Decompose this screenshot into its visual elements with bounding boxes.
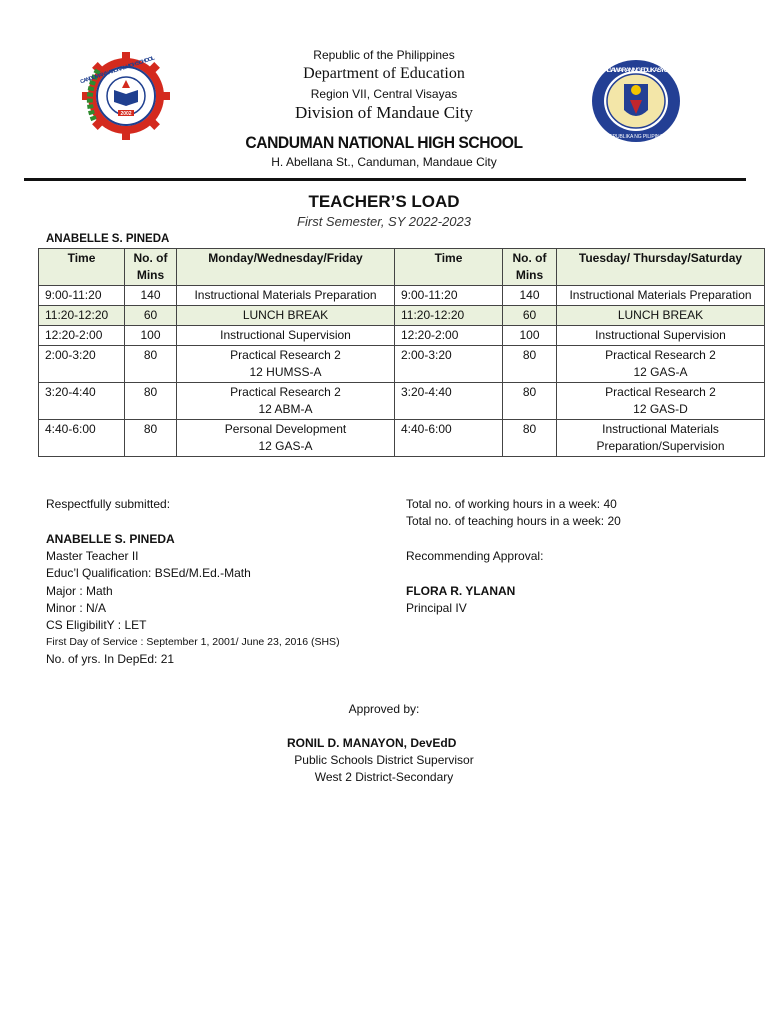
cell-time: 4:40-6:00 bbox=[39, 420, 125, 457]
submitted-label: Respectfully submitted: bbox=[46, 497, 171, 511]
teaching-hours: Total no. of teaching hours in a week: 20 bbox=[406, 514, 621, 528]
cell-mins: 100 bbox=[125, 326, 177, 346]
cell-mins-2: 80 bbox=[503, 420, 557, 457]
header-divider bbox=[24, 178, 746, 181]
school-name: CANDUMAN NATIONAL HIGH SCHOOL bbox=[245, 133, 523, 152]
cell-mwf-activity: LUNCH BREAK bbox=[177, 306, 395, 326]
submitter-position: Master Teacher II bbox=[46, 549, 139, 563]
eligibility: CS EligibilitY : LET bbox=[46, 618, 147, 632]
cell-tts-activity: Practical Research 2 12 GAS-D bbox=[557, 383, 765, 420]
cell-mwf-activity: Practical Research 2 12 HUMSS-A bbox=[177, 346, 395, 383]
working-hours: Total no. of working hours in a week: 40 bbox=[406, 497, 617, 511]
republic-line: Republic of the Philippines bbox=[313, 48, 455, 62]
document-subtitle: First Semester, SY 2022-2023 bbox=[297, 214, 471, 229]
major: Major : Math bbox=[46, 584, 113, 598]
cell-mins-2: 60 bbox=[503, 306, 557, 326]
cell-mins-2: 80 bbox=[503, 383, 557, 420]
table-row bbox=[39, 346, 765, 383]
cell-mins: 80 bbox=[125, 383, 177, 420]
cell-tts-activity: Instructional Materials Preparation bbox=[557, 286, 765, 306]
cell-mins: 80 bbox=[125, 420, 177, 457]
table-row bbox=[39, 420, 765, 457]
cell-mins-2: 140 bbox=[503, 286, 557, 306]
document-title: TEACHER’S LOAD bbox=[308, 192, 460, 211]
col-header-tts: Tuesday/ Thursday/Saturday bbox=[557, 249, 765, 286]
approver-name: RONIL D. MANAYON, DevEdD bbox=[287, 736, 457, 750]
cell-mwf-activity: Instructional Supervision bbox=[177, 326, 395, 346]
school-logo-text: CANDUMAN NATIONAL HIGH SCHOOL bbox=[80, 55, 156, 86]
cell-mwf-activity: Personal Development 12 GAS-A bbox=[177, 420, 395, 457]
principal-title: Principal IV bbox=[406, 601, 467, 615]
col-header-mins-2: No. of Mins bbox=[503, 249, 557, 286]
cell-time: 12:20-2:00 bbox=[39, 326, 125, 346]
cell-time-2: 4:40-6:00 bbox=[395, 420, 503, 457]
cell-tts-activity: Practical Research 2 12 GAS-A bbox=[557, 346, 765, 383]
cell-time: 11:20-12:20 bbox=[39, 306, 125, 326]
col-header-mins: No. of Mins bbox=[125, 249, 177, 286]
region-line: Region VII, Central Visayas bbox=[310, 87, 458, 101]
table-header-row bbox=[39, 249, 765, 286]
table-row bbox=[39, 326, 765, 346]
school-address: H. Abellana St., Canduman, Mandaue City bbox=[271, 155, 497, 169]
table-row bbox=[39, 286, 765, 306]
deped-seal-top-text: KAGAWARAN NG EDUKASYON bbox=[600, 67, 672, 74]
cell-mins: 80 bbox=[125, 346, 177, 383]
cell-tts-activity: Instructional Supervision bbox=[557, 326, 765, 346]
minor: Minor : N/A bbox=[46, 601, 107, 615]
cell-time: 2:00-3:20 bbox=[39, 346, 125, 383]
cell-time-2: 9:00-11:20 bbox=[395, 286, 503, 306]
deped-seal-bottom-text: REPUBLIKA NG PILIPINAS bbox=[606, 134, 666, 140]
cell-mwf-activity: Practical Research 2 12 ABM-A bbox=[177, 383, 395, 420]
cell-time-2: 2:00-3:20 bbox=[395, 346, 503, 383]
years-in-deped: No. of yrs. In DepEd: 21 bbox=[46, 652, 175, 666]
approved-label: Approved by: bbox=[348, 702, 420, 716]
cell-time-2: 12:20-2:00 bbox=[395, 326, 503, 346]
cell-tts-activity: LUNCH BREAK bbox=[557, 306, 765, 326]
cell-mins-2: 100 bbox=[503, 326, 557, 346]
cell-tts-activity: Instructional Materials Preparation/Supervision bbox=[557, 420, 765, 457]
load-table bbox=[38, 248, 765, 457]
cell-time-2: 3:20-4:40 bbox=[395, 383, 503, 420]
teacher-name: ANABELLE S. PINEDA bbox=[46, 233, 170, 245]
cell-mins-2: 80 bbox=[503, 346, 557, 383]
col-header-time: Time bbox=[39, 249, 125, 286]
recommending-label: Recommending Approval: bbox=[406, 549, 544, 563]
principal-name: FLORA R. YLANAN bbox=[406, 584, 516, 598]
cell-mwf-activity: Instructional Materials Preparation bbox=[177, 286, 395, 306]
cell-time: 9:00-11:20 bbox=[39, 286, 125, 306]
approver-title: Public Schools District Supervisor bbox=[294, 753, 474, 767]
department-line: Department of Education bbox=[303, 65, 465, 82]
approver-district: West 2 District-Secondary bbox=[314, 770, 454, 784]
col-header-time-2: Time bbox=[395, 249, 503, 286]
school-logo-year: 2002 bbox=[120, 111, 132, 117]
col-header-mwf: Monday/Wednesday/Friday bbox=[177, 249, 395, 286]
first-day-of-service: First Day of Service : September 1, 2001/ June 23, 2016 (SHS) bbox=[46, 636, 340, 648]
submitter-name: ANABELLE S. PINEDA bbox=[46, 532, 175, 546]
division-line: Division of Mandaue City bbox=[294, 103, 473, 122]
qualification: Educ’l Qualification: BSEd/M.Ed.-Math bbox=[46, 566, 251, 580]
cell-mins: 140 bbox=[125, 286, 177, 306]
table-row bbox=[39, 306, 765, 326]
table-row bbox=[39, 383, 765, 420]
cell-time-2: 11:20-12:20 bbox=[395, 306, 503, 326]
cell-time: 3:20-4:40 bbox=[39, 383, 125, 420]
cell-mins: 60 bbox=[125, 306, 177, 326]
